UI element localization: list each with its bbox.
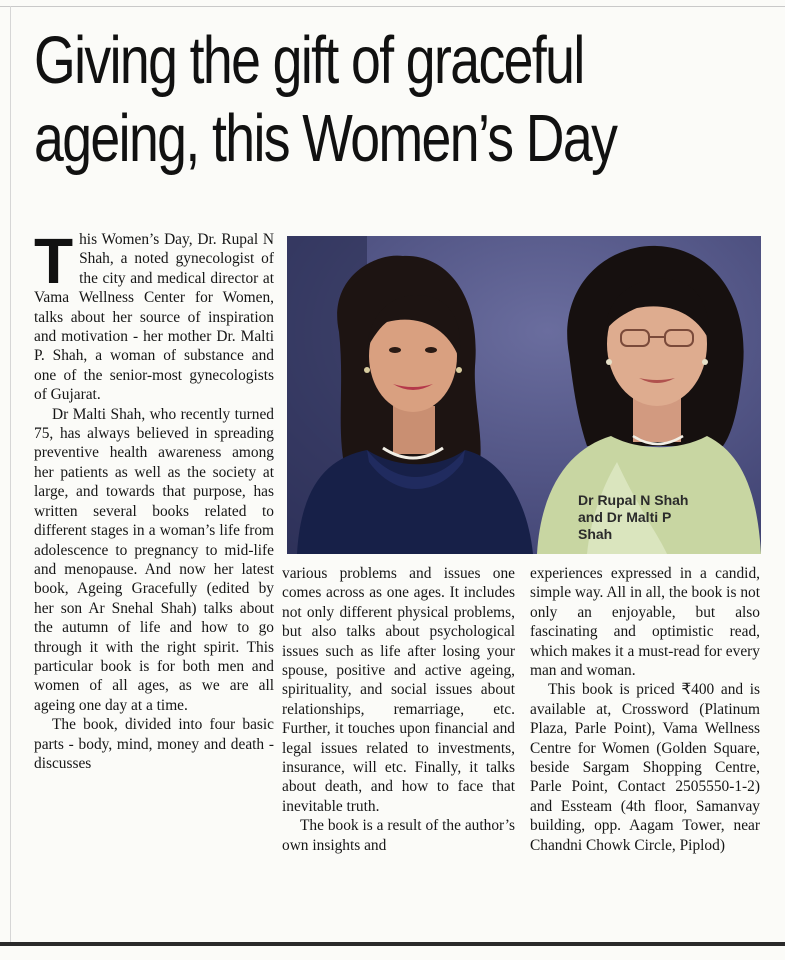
intro-text: his Women’s Day, Dr. Rupal N Shah, a noted gynecologist of the city and medical director at Vama Wellness Center for Women, talks about her source of inspiration and motivation - her mother Dr. Malti P. Shah, a woman of substance and one of the senior-most gynecologists of Gujarat. xyxy=(34,231,274,404)
drop-cap: T xyxy=(34,225,74,297)
article-column-1 xyxy=(34,225,274,773)
paragraph: The book is a result of the author’s own insights and xyxy=(282,817,515,854)
paragraph: Dr Malti Shah, who recently turned 75, has always believed in spreading preventive health awareness among her patients as well as the society at large, and towards that purpose, has written several books related to different stages in a woman’s life from adolescence to pregnancy to mid-life and menopause. And now her latest book, Ageing Gracefully (edited by her son Ar Snehal Shah) talks about the autumn of life and how to go through it with the right spirit. This particular book is for both men and women of all ages, as we are all ageing one day at a time. xyxy=(34,405,274,714)
caption-line-2: and Dr Malti P xyxy=(578,509,672,525)
headline-line-2: ageing, this Women’s Day xyxy=(34,101,617,176)
paragraph-availability: This book is priced ₹400 and is available at, Crossword (Platinum Plaza, Parle Point), Vama Wellness Centre for Women (Golden Square, beside Sargam Shopping Centre, Parle Point, Contact 2505550-1-2) and Essteam (4th floor, Samanvay building, opp. Aagam Tower, near Chandni Chowk Circle, Piplod) xyxy=(530,681,760,854)
headline xyxy=(34,22,618,178)
paragraph: experiences expressed in a candid, simple way. All in all, the book is not only an enjoyable, but also fascinating and optimistic read, which makes it a must-read for every man and woman. xyxy=(530,565,760,680)
paragraph: The book, divided into four basic parts - body, mind, money and death - discusses xyxy=(34,716,274,772)
caption-line-3: Shah xyxy=(578,526,613,542)
top-rule xyxy=(0,6,785,7)
article-column-2 xyxy=(282,564,515,855)
caption-line-1: Dr Rupal N Shah xyxy=(578,492,689,508)
left-column-rule xyxy=(10,6,11,942)
article-column-3 xyxy=(530,564,760,855)
bottom-rule xyxy=(0,942,785,946)
paragraph: various problems and issues one comes across as one ages. It includes not only different physical problems, but also talks about psychological issues such as life after losing your spouse, positive and active ageing, spirituality, and social issues about relationships, remarriage, etc. Further, it touches upon financial and legal issues related to investments, insurance, will etc. Finally, it talks about death, and how to face that inevitable truth. xyxy=(282,565,515,815)
headline-line-1: Giving the gift of graceful xyxy=(34,23,584,98)
paragraph-intro xyxy=(34,225,274,405)
photo-caption xyxy=(578,492,758,543)
